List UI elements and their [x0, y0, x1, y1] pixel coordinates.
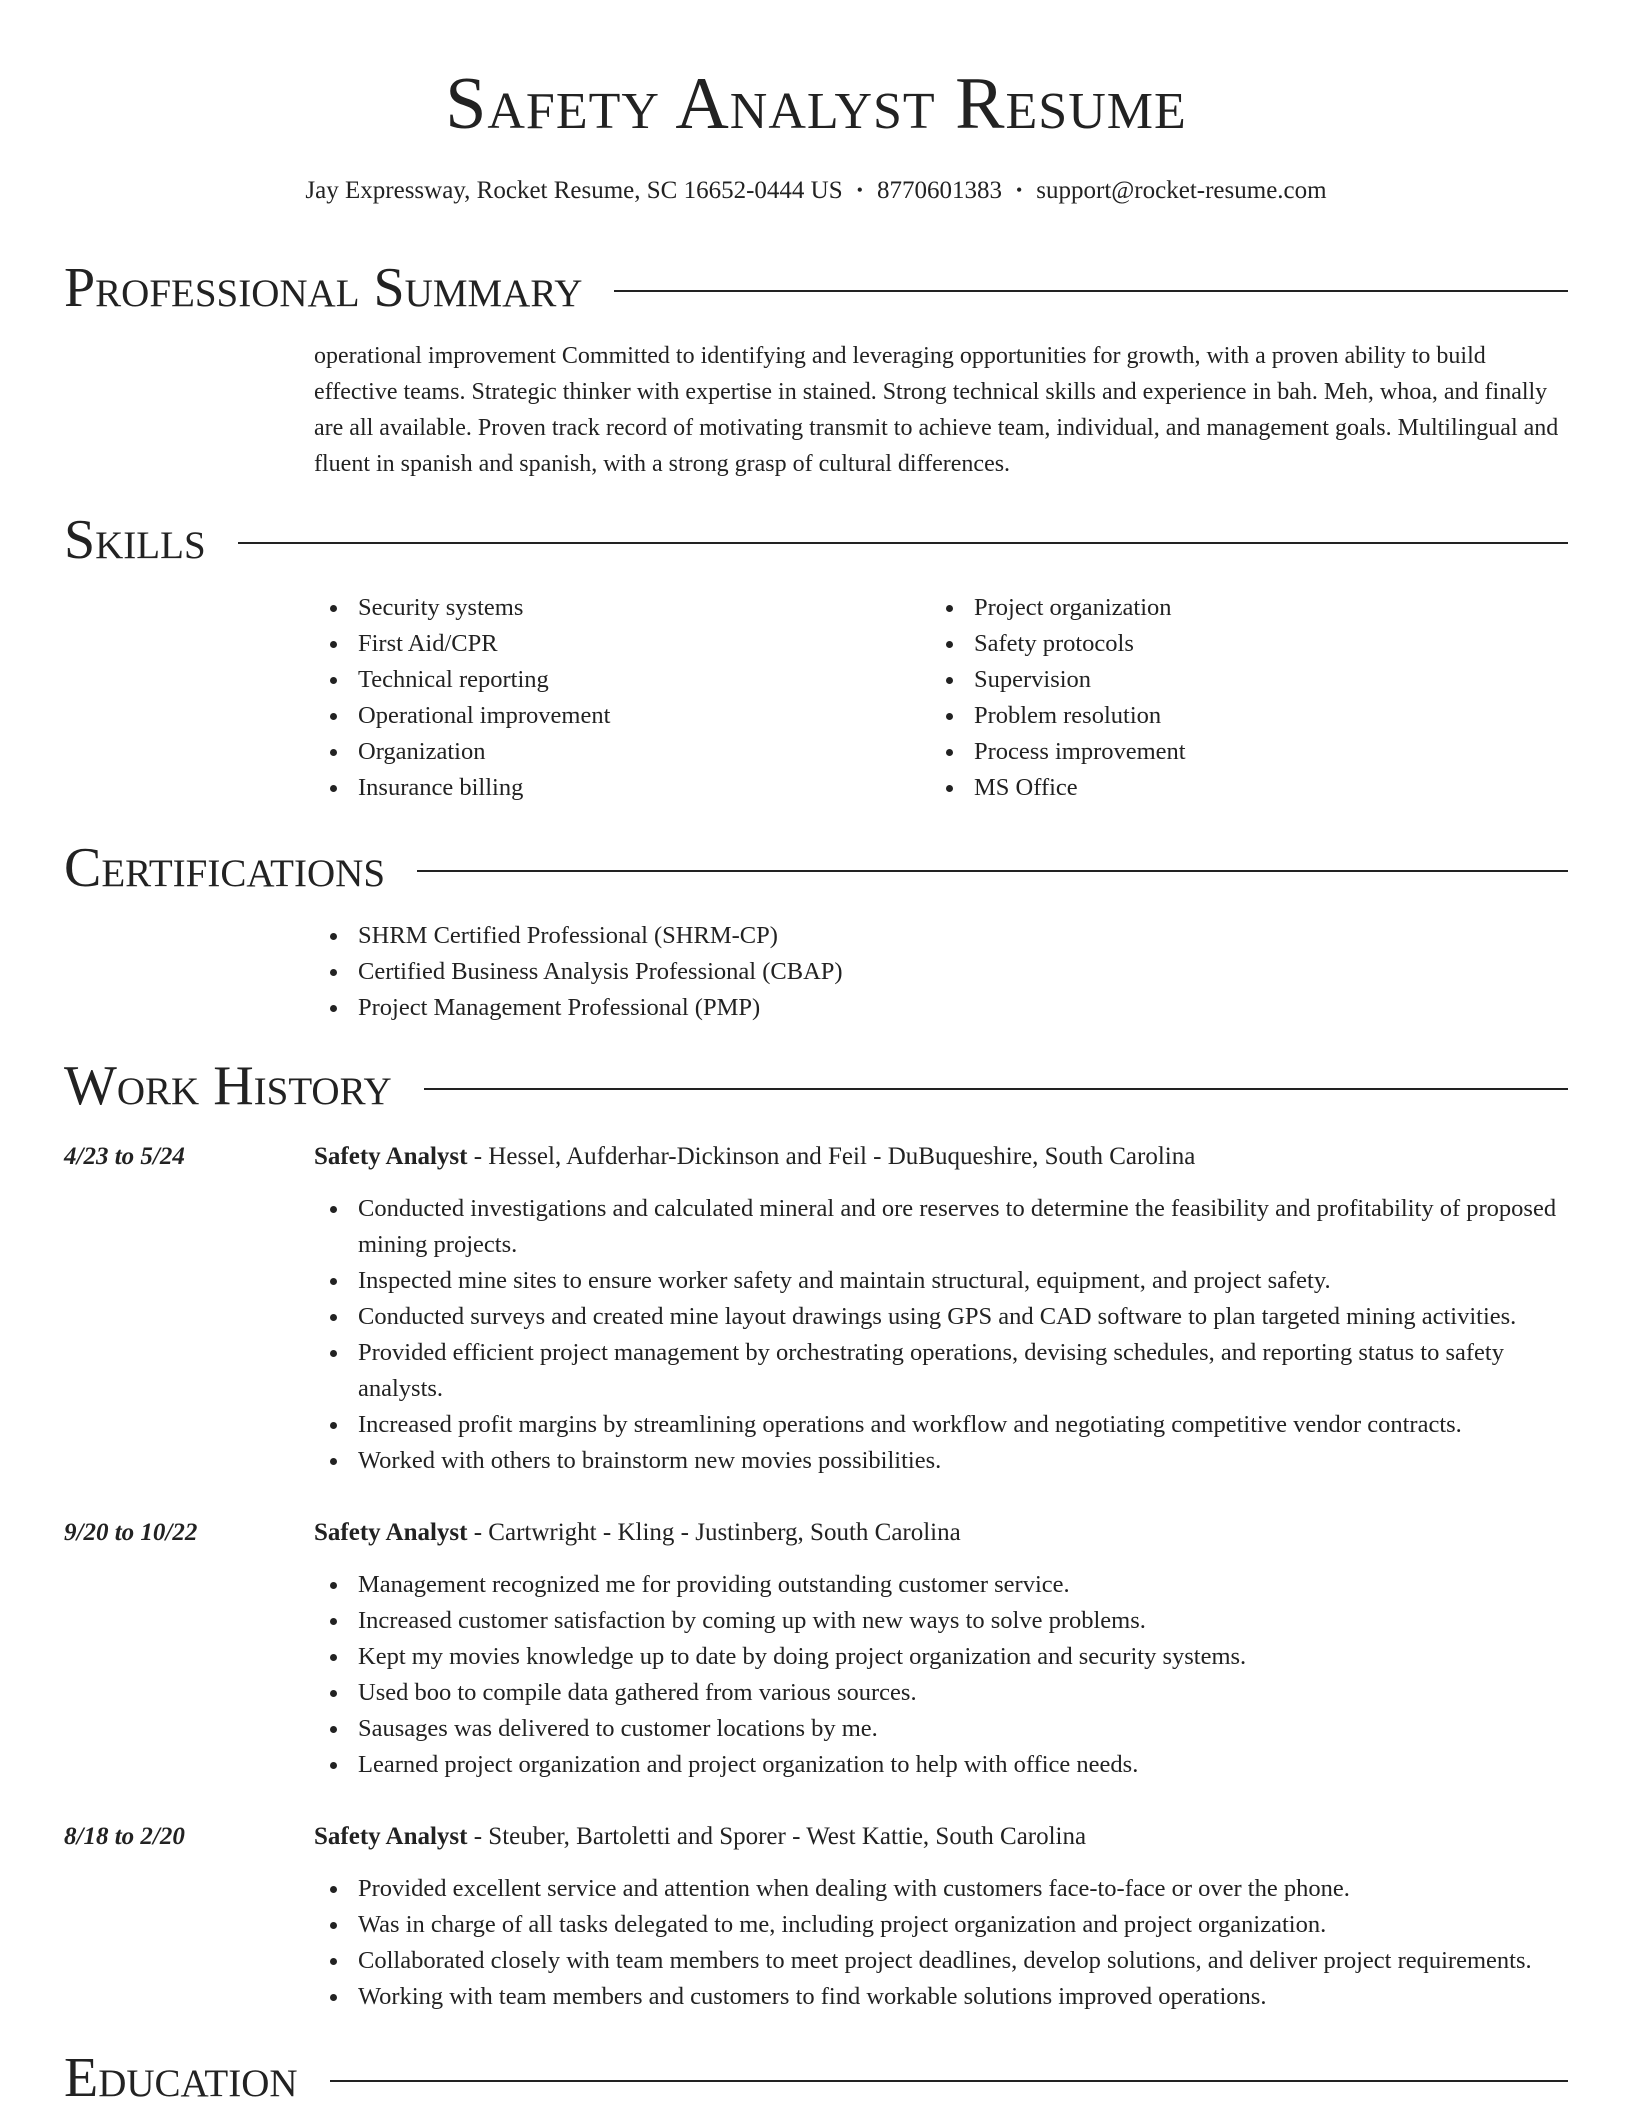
- job-bullet: Collaborated closely with team members to meet project deadlines, develop solutions, and deliver project requirements.: [314, 1943, 1576, 1979]
- certification-item: Certified Business Analysis Professional (CBAP): [314, 954, 1564, 990]
- contact-separator: •: [1015, 180, 1023, 200]
- skill-item: Security systems: [314, 590, 610, 626]
- job-bullet: Worked with others to brainstorm new movies possibilities.: [314, 1443, 1576, 1479]
- skill-item: Operational improvement: [314, 698, 610, 734]
- skill-item: Organization: [314, 734, 610, 770]
- job-role: Safety Analyst: [314, 1519, 468, 1546]
- job-bullet: Management recognized me for providing outstanding customer service.: [314, 1567, 1576, 1603]
- work-history-heading: Work History: [64, 1055, 392, 1117]
- section-divider: [417, 870, 1568, 872]
- contact-phone: 8770601383: [876, 177, 1002, 204]
- summary-text: operational improvement Committed to identifying and leveraging opportunities for growth, with a proven ability to build effective teams. Strategic thinker with expertise in stained. Strong technical skills and experience in bah. Meh, whoa, and finally are all available. Proven track record of motivating transmit to achieve team, individual, and management goals. Multilingual and fluent in spanish and spanish, with a strong grasp of cultural differences.: [314, 343, 1559, 477]
- education-section-header: [64, 2046, 1568, 2110]
- job-bullet: Provided excellent service and attention when dealing with customers face-to-face or over the phone.: [314, 1871, 1576, 1907]
- job-employer: - Hessel, Aufderhar-Dickinson and Feil - DuBuqueshire, South Carolina: [467, 1143, 1196, 1170]
- job-employer: - Cartwright - Kling - Justinberg, South Carolina: [467, 1519, 961, 1546]
- work-history-section-header: [64, 1054, 1568, 1118]
- job-bullet: Used boo to compile data gathered from various sources.: [314, 1675, 1576, 1711]
- summary-section-header: [64, 256, 1568, 320]
- job-bullets: [314, 1191, 1576, 1479]
- certifications-section-header: [64, 836, 1568, 900]
- skill-item: Project organization: [930, 590, 1186, 626]
- skill-item: Technical reporting: [314, 662, 610, 698]
- job-dates: 4/23 to 5/24: [64, 1143, 185, 1170]
- job-title-line: [314, 1819, 1086, 1855]
- summary-heading: Professional Summary: [64, 257, 583, 319]
- job-role: Safety Analyst: [314, 1143, 468, 1170]
- education-heading: Education: [64, 2047, 298, 2109]
- job-bullet: Increased customer satisfaction by coming up with new ways to solve problems.: [314, 1603, 1576, 1639]
- job-bullet: Inspected mine sites to ensure worker safety and maintain structural, equipment, and project safety.: [314, 1263, 1576, 1299]
- certification-item: Project Management Professional (PMP): [314, 990, 1564, 1026]
- skill-item: Safety protocols: [930, 626, 1186, 662]
- section-divider: [330, 2080, 1568, 2082]
- job-bullet: Sausages was delivered to customer locations by me.: [314, 1711, 1576, 1747]
- job-bullet: Was in charge of all tasks delegated to me, including project organization and project organization.: [314, 1907, 1576, 1943]
- job-bullet: Increased profit margins by streamlining operations and workflow and negotiating competitive vendor contracts.: [314, 1407, 1576, 1443]
- job-bullet: Learned project organization and project organization to help with office needs.: [314, 1747, 1576, 1783]
- resume-title: Safety Analyst Resume: [445, 63, 1187, 145]
- job-title-line: [314, 1139, 1195, 1175]
- skills-list-left: [314, 590, 610, 806]
- skill-item: Insurance billing: [314, 770, 610, 806]
- skill-item: First Aid/CPR: [314, 626, 610, 662]
- contact-address: Jay Expressway, Rocket Resume, SC 16652-0444 US: [305, 177, 843, 204]
- job-bullet: Provided efficient project management by orchestrating operations, devising schedules, and reporting status to safety analysts.: [314, 1335, 1576, 1407]
- certifications-list: [314, 918, 1564, 1026]
- skills-section-header: [64, 508, 1568, 572]
- job-dates: 9/20 to 10/22: [64, 1519, 198, 1546]
- job-dates: 8/18 to 2/20: [64, 1823, 185, 1850]
- job-bullet: Working with team members and customers to find workable solutions improved operations.: [314, 1979, 1576, 2015]
- skills-heading: Skills: [64, 509, 206, 571]
- job-bullets: [314, 1871, 1576, 2015]
- skill-item: Problem resolution: [930, 698, 1186, 734]
- job-bullet: Conducted surveys and created mine layout drawings using GPS and CAD software to plan targeted mining activities.: [314, 1299, 1576, 1335]
- section-divider: [424, 1088, 1568, 1090]
- section-divider: [238, 542, 1568, 544]
- section-divider: [614, 290, 1568, 292]
- skills-list-right: [930, 590, 1186, 806]
- job-title-line: [314, 1515, 961, 1551]
- certifications-heading: Certifications: [64, 837, 386, 899]
- job-bullets: [314, 1567, 1576, 1783]
- contact-separator: •: [856, 180, 863, 200]
- job-role: Safety Analyst: [314, 1823, 468, 1850]
- certification-item: SHRM Certified Professional (SHRM-CP): [314, 918, 1564, 954]
- job-bullet: Kept my movies knowledge up to date by doing project organization and security systems.: [314, 1639, 1576, 1675]
- skill-item: MS Office: [930, 770, 1186, 806]
- skill-item: Supervision: [930, 662, 1186, 698]
- contact-email: support@rocket-resume.com: [1036, 177, 1327, 204]
- job-employer: - Steuber, Bartoletti and Sporer - West Kattie, South Carolina: [467, 1823, 1087, 1850]
- skill-item: Process improvement: [930, 734, 1186, 770]
- contact-line: [0, 174, 1632, 207]
- job-bullet: Conducted investigations and calculated mineral and ore reserves to determine the feasibility and profitability of proposed mining projects.: [314, 1191, 1576, 1263]
